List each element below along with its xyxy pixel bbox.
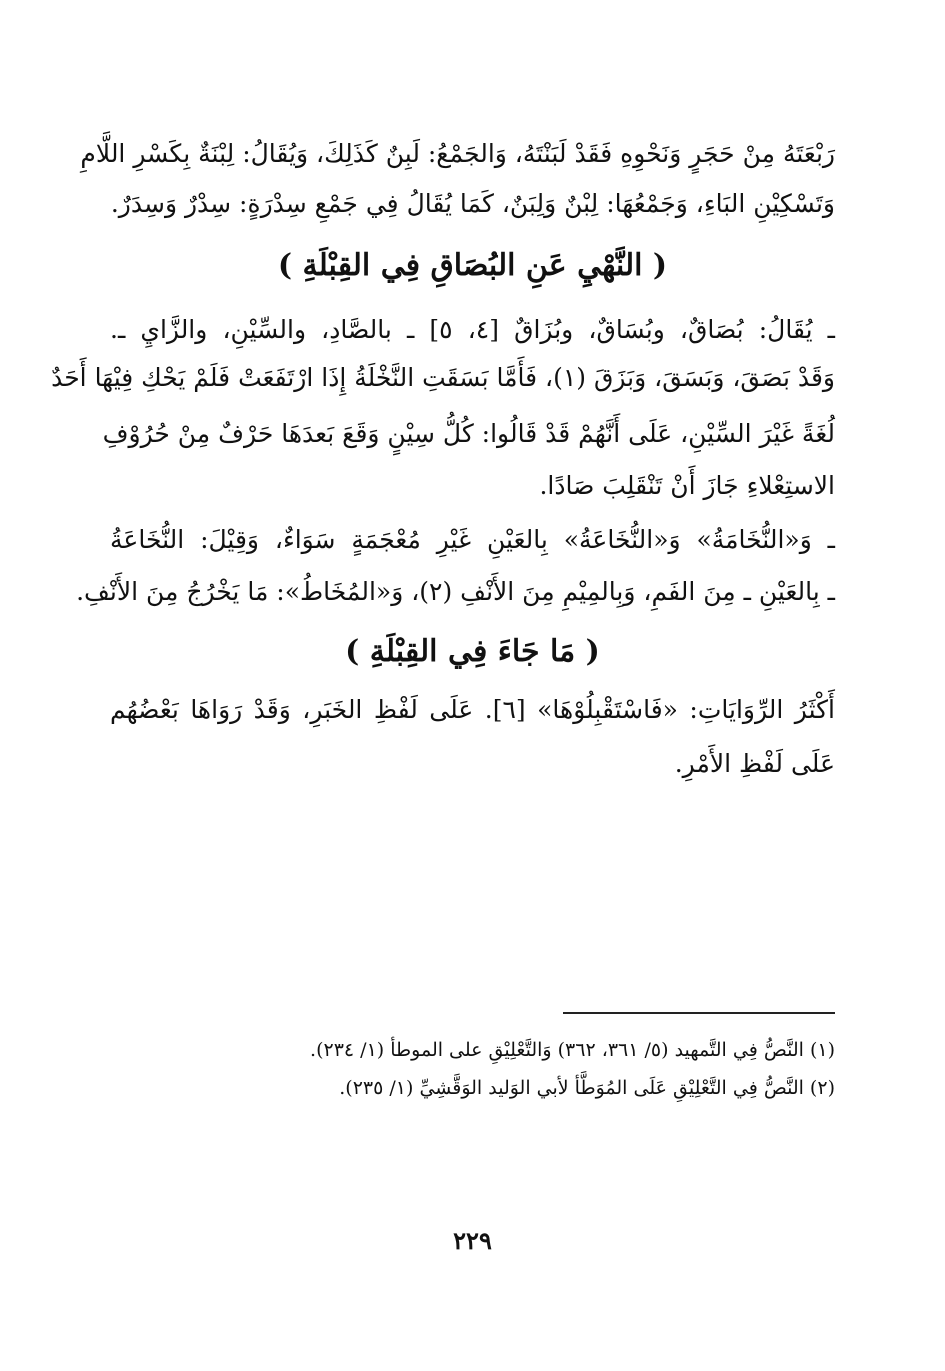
- footnote-1: (١) النَّصُّ فِي التَّمهيد (٥/ ٣٦١، ٣٦٢) وَالتَّعْلِيْقِ على الموطأ (١/ ٢٣٤).: [310, 1039, 835, 1061]
- section-heading-spitting: ( النَّهْيِ عَنِ البُصَاقِ فِي القِبْلَةِ ): [277, 248, 668, 283]
- body-line-8: ـ بِالعَيْنِ ـ مِنَ الفَمِ، وَبِالمِيْمِ مِنَ الأَنْفِ (٢)، وَ«المُخَاطُ»: مَا يَخْرُجُ مِنَ الأَنْفِ.: [76, 577, 835, 606]
- section-heading-qibla: ( مَا جَاءَ فِي القِبْلَةِ ): [345, 634, 600, 669]
- body-line-6: الاستِعْلاءِ جَازَ أَنْ تَنْقَلِبَ صَادًا.: [539, 471, 835, 500]
- body-line-2: وَتَسْكِيْنِ البَاءِ، وَجَمْعُهَا: لِبْنٌ وَلِبَنٌ، كَمَا يُقَالُ فِي جَمْعِ سِدْرَةٍ: سِدْرٌ وَسِدَرٌ.: [110, 189, 835, 218]
- body-line-4: وَقَدْ بَصَقَ، وَبَسَقَ، وَبَزَقَ (١)، فَأَمَّا بَسَقَتِ النَّخْلَةُ إِذَا ارْتَفَعَتْ فَلَمْ يَحْكِ فِيْهَا أَحَدٌ: [51, 363, 835, 392]
- body-line-9: أَكْثَرُ الرِّوَايَاتِ: «فَاسْتَقْبِلُوْهَا» [٦]. عَلَى لَفْظِ الخَبَرِ، وَقَدْ رَوَاهَا بَعْضُهُم: [110, 695, 835, 724]
- body-line-7: ـ وَ«النُّخَامَةُ» وَ«النُّخَاعَةُ» بِالعَيْنِ غَيْرِ مُعْجَمَةٍ سَوَاءٌ، وَقِيْلَ: النُّخَاعَةُ: [110, 525, 835, 554]
- footnote-2: (٢) النَّصُّ فِي التَّعْلِيْقِ عَلَى المُوَطَّأ لأبي الوَليد الوَقَّشِيِّ (١/ ٢٣٥).: [339, 1077, 835, 1099]
- footnote-separator: [563, 1012, 835, 1014]
- body-line-10: عَلَى لَفْظِ الأَمْرِ.: [674, 749, 835, 778]
- body-line-5: لُغَةً غَيْرَ السِّيْنِ، عَلَى أَنَّهُمْ قَدْ قَالُوا: كُلُّ سِيْنٍ وَقَعَ بَعدَهَا حَرْفٌ مِنْ حُرُوْفِ: [102, 419, 835, 448]
- body-line-3: ـ يُقَالُ: بُصَاقٌ، وبُسَاقٌ، وبُزَاقٌ [٤، ٥] ـ بالصَّادِ، والسِّيْنِ، والزَّايِ ـ.: [110, 315, 835, 344]
- body-line-1: رَبْعَتَهُ مِنْ حَجَرٍ وَنَحْوِهِ فَقَدْ لَبَنْتَهُ، وَالجَمْعُ: لَبِنٌ كَذَلِكَ، وَيُقَالُ: لِبْنَةٌ بِكَسْرِ اللَّامِ: [80, 139, 835, 168]
- page-number: ٢٢٩: [453, 1226, 492, 1255]
